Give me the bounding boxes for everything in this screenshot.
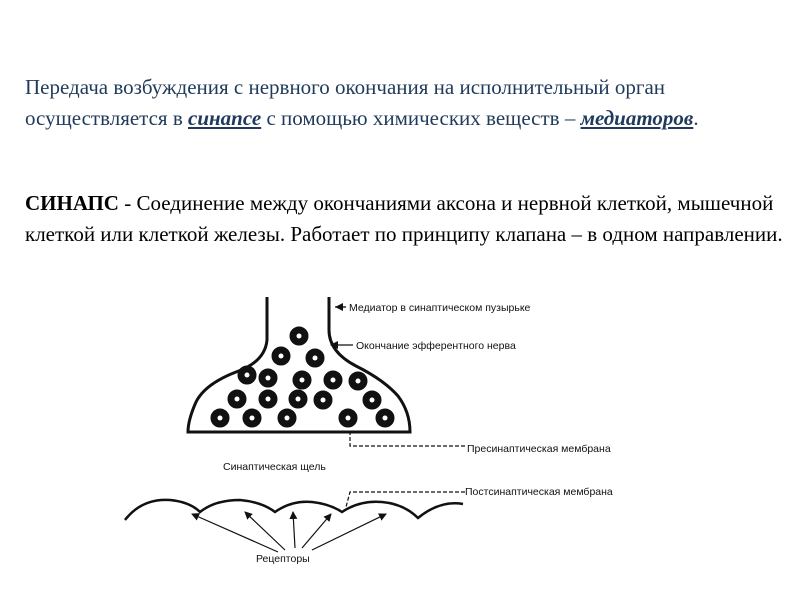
synapse-diagram	[0, 285, 800, 600]
intro-text-middle: с помощью химических веществ –	[261, 106, 581, 130]
synapse-heading: СИНАПС	[25, 191, 119, 215]
definition-paragraph	[25, 188, 785, 250]
label-receptors: Рецепторы	[256, 553, 310, 565]
intro-paragraph	[25, 72, 785, 134]
label-efferent-nerve-ending: Окончание эфферентного нерва	[356, 340, 516, 352]
label-postsynaptic-membrane: Постсинаптическая мембрана	[465, 486, 613, 498]
intro-text-before: Передача возбуждения с нервного окончания на исполнительный орган осуществляется в	[25, 75, 666, 130]
label-synaptic-cleft: Синаптическая щель	[223, 461, 326, 473]
synapse-definition: - Соединение между окончаниями аксона и нервной клеткой, мышечной клеткой или клеткой железы. Работает по принципу клапана – в одном направлении.	[25, 191, 783, 246]
label-mediator-in-vesicle: Медиатор в синаптическом пузырьке	[349, 302, 531, 314]
intro-text-after: .	[693, 106, 699, 130]
label-presynaptic-membrane: Пресинаптическая мембрана	[467, 443, 611, 455]
postsynaptic-membrane-line	[125, 500, 463, 520]
term-mediators: медиаторов	[580, 106, 694, 130]
term-synapse: синапсе	[188, 106, 262, 130]
